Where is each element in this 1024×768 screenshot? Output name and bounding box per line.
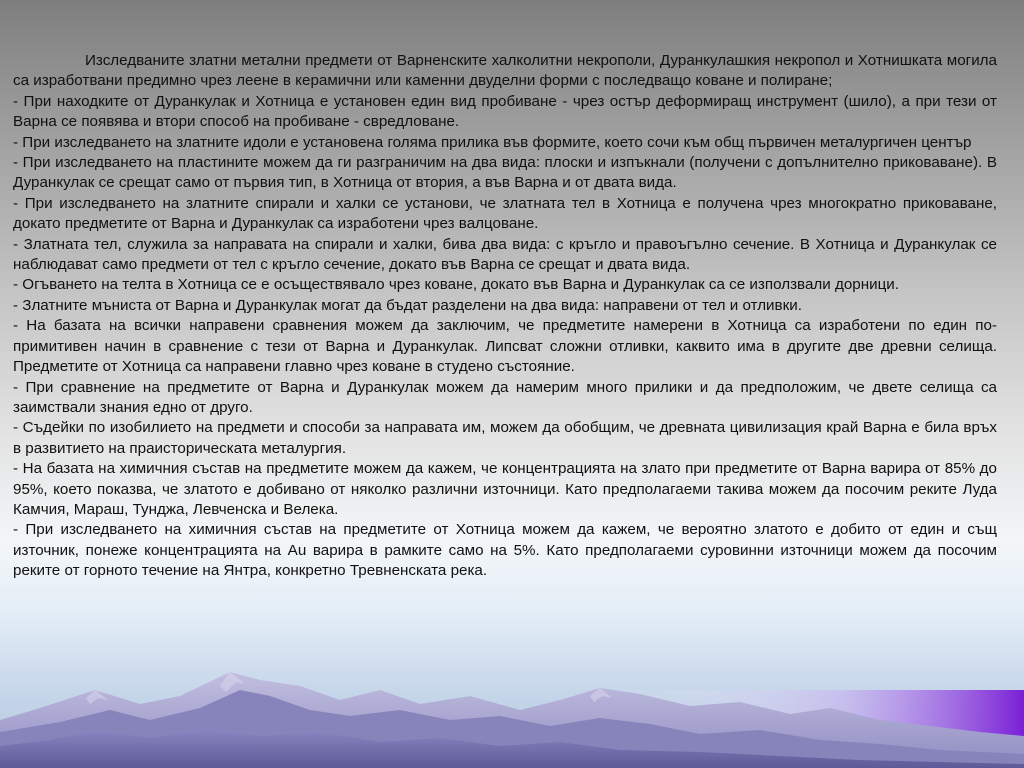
paragraph-plates: - При изследването на пластините можем да ги разграничим на два вида: плоски и изпъкнали (получени с допълнително приковаване). В Дуранкулак се срещат само от първия тип, в Хотница от втория, а във Варна и от двата вида. [13, 154, 997, 192]
paragraph-conclusion-hotnitsa: - На базата на всички направени сравнения можем да заключим, че предметите намерени в Хотница са изработени по един по-примитивен начин в сравнение с тези от Варна и Дуранкулак. Липсват сложни отливки, каквито има в другите две древни селища. Предметите от Хотница са направени главно чрез коване в студено състояние. [13, 317, 997, 376]
paragraph-perforation: - При находките от Дуранкулак и Хотница е установен един вид пробиване - чрез остър деформиращ инструмент (шило), а при тези от Варна се появява и втори способ на пробиване - свредловане. [13, 92, 997, 131]
paragraph-intro: Изследваните златни метални предмети от Варненските халколитни некрополи, Дуранкулашкия некропол и Хотнишката могила са изработвани предимно чрез леене в керамични или каменни двуделни форми с последващо коване и полиране; [13, 52, 997, 90]
paragraph-idols: - При изследването на златните идоли е установена голяма прилика във формите, което сочи към общ първичен металургичен център [13, 133, 972, 151]
paragraph-wire: - Златната тел, служила за направата на спирали и халки, бива два вида: с кръгло и правоъгълно сечение. В Хотница и Дуранкулак се наблюдават само предмети от тел с кръгло сечение, докато във Варна се срещат и двата вида. [13, 235, 997, 274]
paragraph-beads: - Златните мъниста от Варна и Дуранкулак могат да бъдат разделени на два вида: направени от тел и отливки. [13, 296, 802, 314]
paragraph-chemistry-varna: - На базата на химичния състав на предметите можем да кажем, че концентрацията на злато при предметите от Варна варира от 85% до 95%, което показва, че златото е добивано от няколко различни източници. Като предполагаеми такива можем да посочим реките Луда Камчия, Мараш, Тунджа, Левченска и Велека. [13, 460, 997, 518]
paragraph-chemistry-hotnitsa: - При изследването на химичния състав на предметите от Хотница можем да кажем, че вероятно златото е добито от един и същ източник, понеже концентрацията на Au варира в рамките само на 5%. Като предполагаеми суровинни източници можем да посочим реките от горното течение на Янтра, конкретно Тревненската река. [13, 521, 997, 580]
paragraph-metallurgy-peak: - Съдейки по изобилието на предмети и способи за направата им, можем да обобщим, че древната цивилизация край Варна е била връх в развитието на праисторическата металургия. [13, 419, 997, 457]
paragraph-spirals: - При изследването на златните спирали и халки се установи, че златната тел в Хотница е получена чрез многократно приковаване, докато предметите от Варна и Дуранкулак са изработени чрез валцоване. [13, 194, 997, 233]
mountains-icon [0, 660, 1024, 768]
paragraph-bending: - Огъването на телта в Хотница се е осъществявало чрез коване, докато във Варна и Дуранкулак са се използвали дорници. [13, 276, 899, 294]
paragraph-varna-durankulak: - При сравнение на предметите от Варна и Дуранкулак можем да намерим много прилики и да предположим, че двете селища са заимствали знания едно от друго. [13, 378, 997, 416]
slide-body-text [13, 51, 997, 582]
